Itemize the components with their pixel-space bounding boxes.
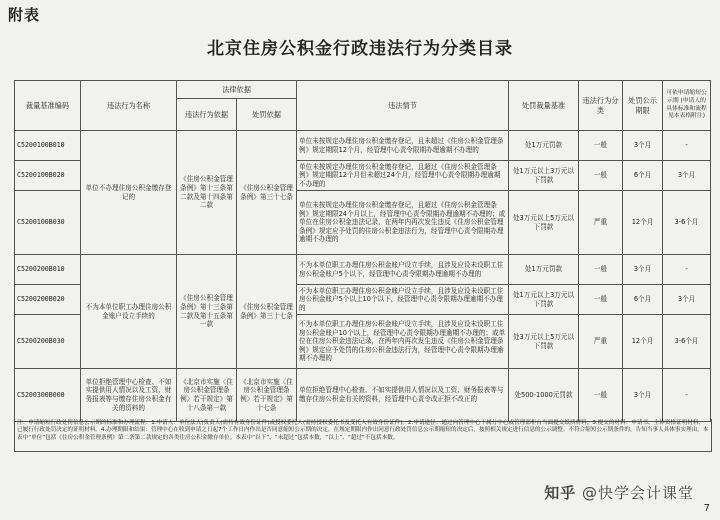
header-legal-basis: 法律依据: [177, 81, 297, 99]
period-cell: 3个月: [623, 131, 663, 161]
violated-basis-cell: 《住房公积金管理条例》第十三条第二款及第十四条第二款: [177, 131, 237, 255]
code-cell: C5200200B010: [15, 255, 81, 285]
early-cell: -: [663, 369, 711, 422]
early-cell: 3个月: [663, 285, 711, 315]
violation-name-cell: 单位拒绝管理中心检查、不如实提供用人情况以及工资、财务报表等与缴存住房公积金有关的资料的: [81, 369, 177, 422]
header-category: 违法行为分类: [579, 81, 623, 131]
code-cell: C5200300B000: [15, 369, 81, 422]
category-cell: 一般: [579, 161, 623, 191]
header-violated-basis: 违法行为依据: [177, 99, 237, 131]
watermark-brand: 知乎: [544, 484, 577, 502]
category-cell: 严重: [579, 315, 623, 369]
discretion-cell: 处3万元以上5万元以下罚款: [509, 191, 579, 255]
discretion-cell: 处1万元罚款: [509, 255, 579, 285]
header-early-shorten: 可依申请缩短公示期 (申请人的具体标准和流程见本表格附注): [663, 81, 711, 131]
period-cell: 12个月: [623, 315, 663, 369]
header-code: 裁量基准编码: [15, 81, 81, 131]
watermark-author: @快学会计课堂: [581, 484, 694, 502]
early-cell: 3-6个月: [663, 191, 711, 255]
early-cell: -: [663, 131, 711, 161]
period-cell: 12个月: [623, 191, 663, 255]
header-circumstance: 违法情节: [297, 81, 509, 131]
header-penalty-basis: 处罚依据: [237, 99, 297, 131]
discretion-cell: 处1万元罚款: [509, 131, 579, 161]
code-cell: C5200100B010: [15, 131, 81, 161]
category-cell: 一般: [579, 255, 623, 285]
violation-catalog-table: [14, 80, 711, 422]
violated-basis-cell: 《住房公积金管理条例》第十三条第二款及第十五条第一款: [177, 255, 237, 369]
penalty-basis-cell: 《住房公积金管理条例》第三十七条: [237, 255, 297, 369]
violation-name-cell: 单位不办理住房公积金缴存登记的: [81, 131, 177, 255]
penalty-basis-cell: 《北京市实施〈住房公积金管理条例〉若干规定》第十七条: [237, 369, 297, 422]
code-cell: C5200100B020: [15, 161, 81, 191]
circumstance-cell: 单位拒绝管理中心检查、不如实提供用人情况以及工资、财务报表等与缴存住房公积金有关的资料，经管理中心责令改正拒不改正的: [297, 369, 509, 422]
discretion-cell: 处1万元以上3万元以下罚款: [509, 161, 579, 191]
period-cell: 3个月: [623, 369, 663, 422]
footnote: 注：申请缩短行政处罚信息公示期的标准和办理流程：1.申请人：单位法人(负责人(需持有效身份证件)或授权委托人(需持授权委托书及受托人有效身份证件)。2.申请途径：通过向管理中心下属分中心或管理部柜台当面提交纸质材料。3.提交的材料：申请书、主体资格证明材料、已履行行政处罚决定的证明材料。4.办理期限和结果：管理中心在收到申请之日起7个工作日内作出是否同意缩短公示期的决定，在规定期限内作出同意行政处罚信息公示期缩短的决定后，按照相关规定进行信息的公示调整。不符合缩短公示期条件的，告知当事人具体事实理由。本表中“单位”包括《住房公积金管理条例》第二条第二款规定的各类住房公积金缴存单位。本表中“以下”、“未超过”包括本数，“以上”、“超过”不包括本数。: [14, 419, 712, 452]
period-cell: 3个月: [623, 255, 663, 285]
category-cell: 一般: [579, 369, 623, 422]
header-discretion: 处罚裁量基准: [509, 81, 579, 131]
circumstance-cell: 单位未按规定办理住房公积金缴存登记，且超过《住房公积金管理条例》规定期限24个月以上，经管理中心责令限期办理逾期不办理的；或单位在住房公积金违法记录，在两年内再次发生违反《住房公积金管理条例》规定应予处罚的住房公积金违法行为，经管理中心责令限期办理逾期不办理的: [297, 191, 509, 255]
code-cell: C5200100B030: [15, 191, 81, 255]
period-cell: 6个月: [623, 161, 663, 191]
period-cell: 6个月: [623, 285, 663, 315]
header-name: 违法行为名称: [81, 81, 177, 131]
discretion-cell: 处1万元以上3万元以下罚款: [509, 285, 579, 315]
penalty-basis-cell: 《住房公积金管理条例》第三十七条: [237, 131, 297, 255]
circumstance-cell: 不为本单位职工办理住房公积金账户设立手续，且涉及应设未设职工住房公积金账户10个以上，经管理中心责令限期办理逾期不办理的；或单位在住房公积金违法记录，在两年内再次发生违反《住房公积金管理条例》规定应予处罚的住房公积金违法行为，经管理中心责令限期办理逾期不办理的: [297, 315, 509, 369]
early-cell: 3-6个月: [663, 315, 711, 369]
table-row: [15, 369, 711, 422]
violated-basis-cell: 《北京市实施〈住房公积金管理条例〉若干规定》第十八条第一款: [177, 369, 237, 422]
page-number: 7: [703, 503, 710, 514]
code-cell: C5200200B020: [15, 285, 81, 315]
early-cell: -: [663, 255, 711, 285]
circumstance-cell: 单位未按规定办理住房公积金缴存登记，且未超过《住房公积金管理条例》规定期限12个月，经管理中心责令限期办理逾期不办理的: [297, 131, 509, 161]
discretion-cell: 处500-1000元罚款: [509, 369, 579, 422]
category-cell: 一般: [579, 131, 623, 161]
circumstance-cell: 不为本单位职工办理住房公积金账户设立手续，且涉及应设未设职工住房公积金账户5个以上10个以下，经管理中心责令限期办理逾期不办理的: [297, 285, 509, 315]
page-title: 北京住房公积金行政违法行为分类目录: [207, 39, 513, 59]
header-period: 处罚公示期限: [623, 81, 663, 131]
watermark: [544, 482, 694, 503]
circumstance-cell: 不为本单位职工办理住房公积金账户设立手续，且涉及应设未设职工住房公积金账户5个以下，经管理中心责令限期办理逾期不办理的: [297, 255, 509, 285]
category-cell: 一般: [579, 285, 623, 315]
table-row: [15, 131, 711, 161]
violation-name-cell: 不为本单位职工办理住房公积金账户设立手续的: [81, 255, 177, 369]
category-cell: 严重: [579, 191, 623, 255]
discretion-cell: 处3万元以上5万元以下罚款: [509, 315, 579, 369]
early-cell: 3个月: [663, 161, 711, 191]
circumstance-cell: 单位未按规定办理住房公积金缴存登记，且超过《住房公积金管理条例》规定期限12个月但未超过24个月，经管理中心责令限期办理逾期不办理的: [297, 161, 509, 191]
table-row: [15, 255, 711, 285]
appendix-label: 附表: [8, 6, 41, 24]
code-cell: C5200200B030: [15, 315, 81, 369]
